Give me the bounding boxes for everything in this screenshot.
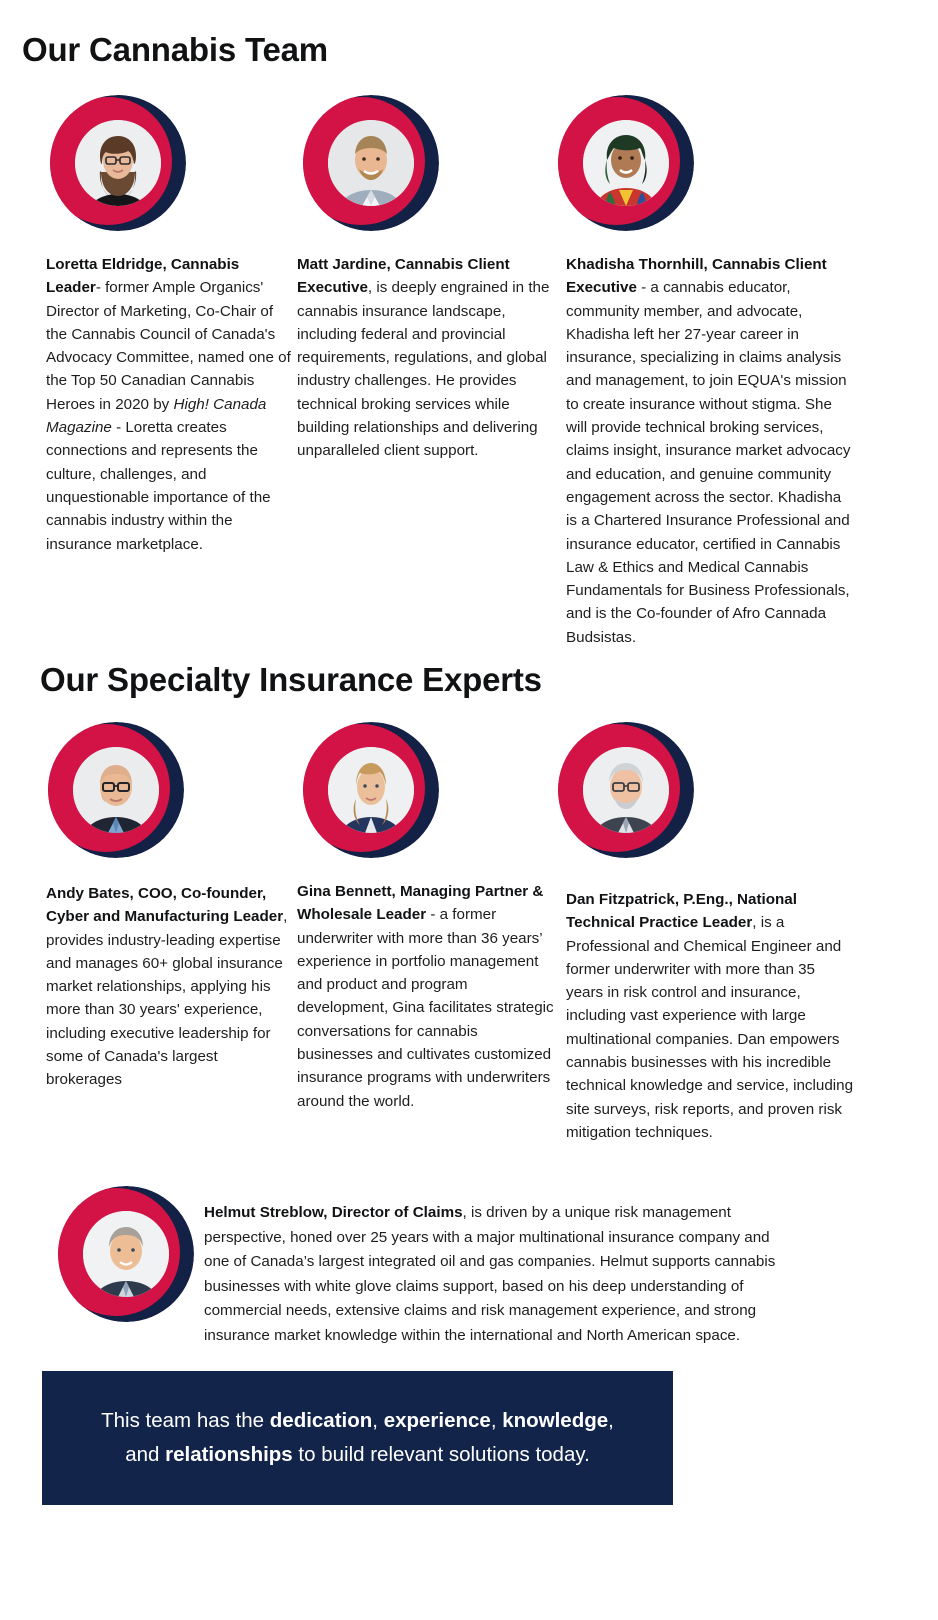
page-title-specialty-experts: Our Specialty Insurance Experts (40, 661, 542, 698)
bio-text-dan (554, 880, 854, 1144)
banner-part-4: , and (125, 1409, 614, 1466)
bio-rest: , is driven by a unique risk management perspective, honed over 25 years with a major multinational insurance company and one of Canada’s largest integrated oil and gas companies. Helmut supports cannabis businesses with white glove claims support, based on his deep understanding of commercial needs, extensive claims and risk management experience, and strong insurance market knowledge within the international and North American space. (204, 1204, 776, 1344)
avatar-wrap (297, 722, 554, 858)
bio-lead: Khadisha Thornhill, Cannabis Client Executive (566, 256, 827, 297)
bio-text-andy (46, 880, 292, 1092)
banner-part-3: , (490, 1409, 503, 1432)
avatar-wrap (554, 95, 854, 231)
avatar (303, 95, 439, 231)
bio-lead: Andy Bates, COO, Co-founder, Cyber and Manufacturing Leader (46, 885, 284, 926)
banner-bold-knowledge: knowledge (502, 1409, 609, 1432)
bio-lead: Matt Jardine, Cannabis Client Executive (297, 256, 510, 297)
banner-bold-experience: experience (383, 1409, 491, 1432)
avatar (58, 1186, 194, 1322)
avatar (558, 722, 694, 858)
team-member-card-matt (292, 95, 554, 664)
avatar (48, 722, 184, 858)
avatar-photo-andy (73, 747, 159, 833)
avatar-wrap (0, 1178, 194, 1322)
team-member-card-loretta (0, 95, 292, 664)
team-member-card-gina (292, 722, 554, 1159)
cannabis-team-row (0, 95, 938, 664)
avatar-photo-gina (328, 747, 414, 833)
bio-rest: , is deeply engrained in the cannabis insurance landscape, including federal and provincial requirements, regulations, and global industry challenges. He provides technical broking services while building relationships and delivering unparalleled client support. (297, 279, 550, 460)
bio-lead: Gina Bennett, Managing Partner & Wholesale Leader (297, 883, 544, 924)
bio-text-loretta (46, 253, 292, 556)
bio-rest: , provides industry-leading expertise and manages 60+ global insurance market relationships, applying his more than 30 years' experience, including executive leadership for some of Canada's largest brokerages (46, 908, 288, 1089)
avatar-wrap (297, 95, 554, 231)
bio-text-khadisha (554, 253, 854, 649)
avatar-photo-loretta (75, 120, 161, 206)
banner-bold-relationships: relationships (165, 1443, 293, 1466)
bio-italic: High! Canada Magazine (46, 395, 267, 437)
bio-text-helmut (194, 1193, 784, 1348)
avatar-photo-matt (328, 120, 414, 206)
bio-rest: , is a Professional and Chemical Engineer and former underwriter with more than 35 years in risk control and insurance, including vast experience with large multinational companies. Dan empowers cannabis businesses with his incredible technical knowledge and service, including site surveys, risk reports, and proven risk mitigation techniques. (566, 914, 854, 1141)
page-title-cannabis-team: Our Cannabis Team (22, 31, 328, 68)
bio-lead: Dan Fitzpatrick, P.Eng., National Technical Practice Leader (566, 891, 797, 932)
avatar-photo-khadisha (583, 120, 669, 206)
banner-part-2: , (372, 1409, 384, 1432)
avatar-wrap (46, 722, 292, 858)
bio-part1: - former Ample Organics' Director of Marketing, Co-Chair of the Cannabis Council of Canada's Advocacy Committee, named one of the Top 50 Canadian Cannabis Heroes in 2020 by (46, 279, 291, 413)
banner-text (42, 1404, 673, 1472)
bio-part2: - Loretta creates connections and represents the culture, challenges, and unquestionable importance of the cannabis industry within the insurance marketplace. (46, 419, 271, 553)
avatar-wrap (46, 95, 292, 231)
banner-part-5: to build relevant solutions today. (292, 1443, 590, 1466)
avatar-photo-helmut (83, 1211, 169, 1297)
avatar (558, 95, 694, 231)
specialty-experts-row (0, 722, 938, 1159)
closing-statement-banner (42, 1371, 673, 1505)
bio-text-matt (297, 253, 554, 463)
bio-rest: - a former underwriter with more than 36 years’ experience in portfolio management and product and program development, Gina facilitates strategic conversations for cannabis businesses and cultivates customized insurance programs with underwriters around the world. (297, 906, 554, 1110)
bio-text-gina (297, 880, 554, 1113)
team-member-card-khadisha (554, 95, 854, 664)
bio-lead: Loretta Eldridge, Cannabis Leader (46, 256, 240, 297)
team-member-card-andy (0, 722, 292, 1159)
banner-part-1: This team has the (101, 1409, 270, 1432)
avatar-photo-dan (583, 747, 669, 833)
team-member-card-helmut (0, 1178, 938, 1363)
avatar (303, 722, 439, 858)
bio-rest: - a cannabis educator, community member, and advocate, Khadisha left her 27-year career in insurance, specializing in claims analysis and management, to join EQUA's mission to create insurance without stigma. She will provide technical broking services, claims insight, insurance market advocacy and education, and genuine community engagement across the sector. Khadisha is a Chartered Insurance Professional and insurance educator, certified in Cannabis Law & Ethics and Medical Cannabis Fundamentals for Business Professionals, and is the Co-founder of Afro Cannada Budsistas. (566, 279, 851, 646)
avatar-wrap (554, 722, 854, 858)
team-member-card-dan (554, 722, 854, 1159)
bio-lead: Helmut Streblow, Director of Claims (204, 1204, 463, 1222)
avatar (50, 95, 186, 231)
banner-bold-dedication: dedication (269, 1409, 373, 1432)
